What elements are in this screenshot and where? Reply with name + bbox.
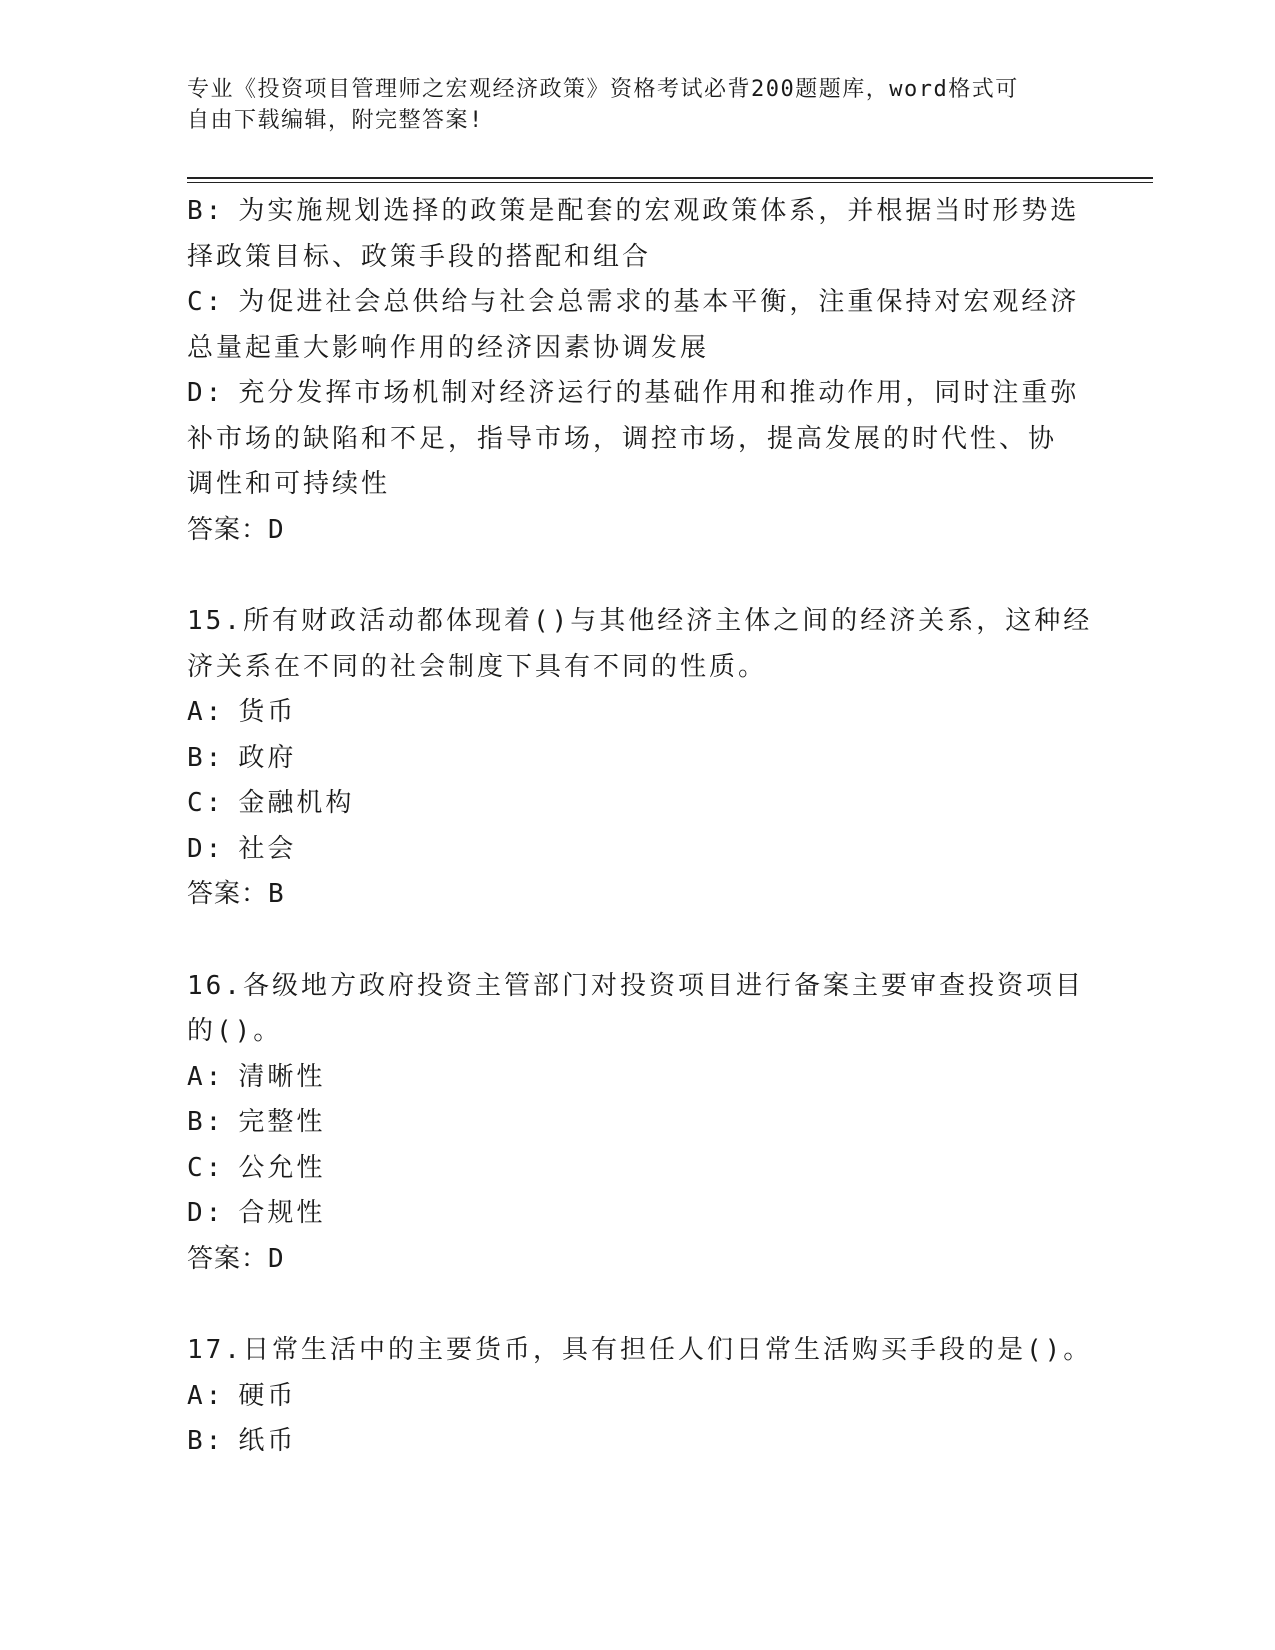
page-header (187, 74, 1067, 136)
option-c: C: 公允性 (187, 1152, 326, 1183)
option-c-line-2: 总量起重大影响作用的经济因素协调发展 (187, 332, 710, 363)
spacer (187, 553, 1087, 599)
header-rule-thick (187, 177, 1153, 179)
option-a: A: 货币 (187, 697, 297, 727)
question-text-line: 16.各级地方政府投资主管部门对投资项目进行备案主要审查投资项目 (187, 970, 1084, 1001)
answer-line: 答案：B (187, 879, 285, 909)
option-a: A: 清晰性 (187, 1061, 326, 1092)
question-text-line: 15.所有财政活动都体现着()与其他经济主体之间的经济关系，这种经 (187, 606, 1093, 636)
option-d-line-1: D: 充分发挥市场机制对经济运行的基础作用和推动作用，同时注重弥 (187, 378, 1080, 408)
option-d: D: 合规性 (187, 1198, 326, 1228)
question-content (187, 189, 1093, 1465)
option-d: D: 社会 (187, 833, 297, 864)
option-b: B: 完整性 (187, 1107, 326, 1137)
header-rule-thin (187, 182, 1153, 183)
answer-line: 答案：D (187, 514, 285, 545)
option-b-line-2: 择政策目标、政策手段的搭配和组合 (187, 241, 652, 272)
option-c-line-1: C: 为促进社会总供给与社会总需求的基本平衡，注重保持对宏观经济 (187, 287, 1080, 317)
question-17 (187, 1328, 1093, 1465)
answer-line: 答案：D (187, 1243, 285, 1274)
header-line-1: 专业《投资项目管理师之宏观经济政策》资格考试必背200题题库，word格式可 (187, 77, 1019, 102)
option-d-line-2: 补市场的缺陷和不足，指导市场，调控市场，提高发展的时代性、协 (187, 423, 1058, 454)
option-a: A: 硬币 (187, 1380, 297, 1411)
question-16 (187, 964, 1087, 1283)
question-text-line: 17.日常生活中的主要货币，具有担任人们日常生活购买手段的是()。 (187, 1335, 1093, 1365)
spacer (187, 918, 1087, 964)
option-b-line-1: B: 为实施规划选择的政策是配套的宏观政策体系，并根据当时形势选 (187, 196, 1080, 226)
question-text-line: 济关系在不同的社会制度下具有不同的性质。 (187, 651, 768, 682)
question-15 (187, 599, 1093, 918)
option-b: B: 纸币 (187, 1426, 297, 1456)
question-text-line: 的()。 (187, 1016, 283, 1046)
header-line-2: 自由下载编辑，附完整答案! (187, 108, 484, 133)
option-b: B: 政府 (187, 742, 297, 773)
option-d-line-3: 调性和可持续性 (187, 469, 391, 499)
carryover-question (187, 189, 1087, 553)
option-c: C: 金融机构 (187, 788, 355, 818)
spacer (187, 1282, 1087, 1328)
